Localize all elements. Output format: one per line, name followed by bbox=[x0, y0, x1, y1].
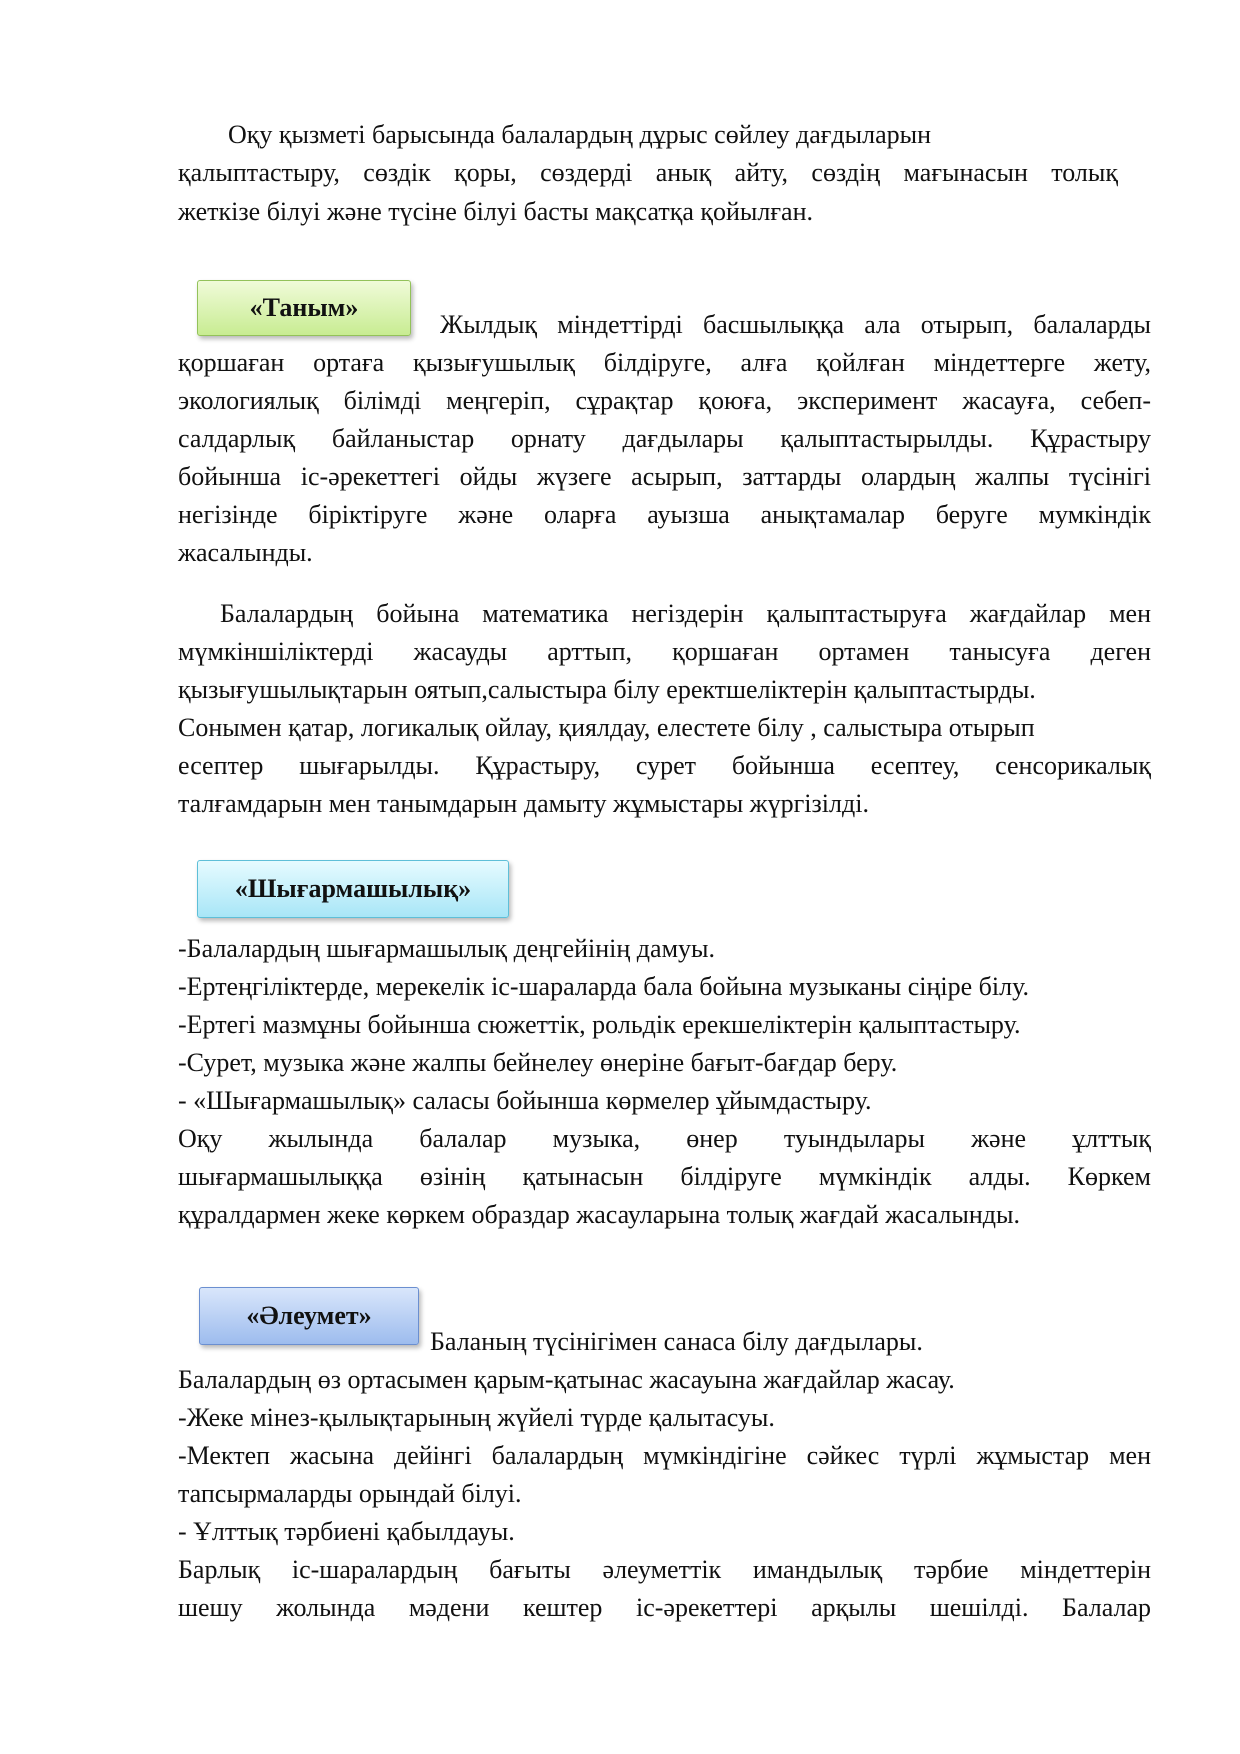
social-label-box: «Әлеумет» bbox=[199, 1287, 419, 1345]
creative-line-8: құралдармен жеке көркем образдар жасауларына толық жағдай жасалынды. bbox=[178, 1200, 1020, 1229]
tanym-line-1: Жылдық міндеттірді басшылыққа ала отырып, балаларды bbox=[440, 310, 1151, 339]
intro-line-3: жеткізе білуі және түсіне білуі басты мақсатқа қойылған. bbox=[178, 197, 813, 226]
social-line-2: Балалардың өз ортасымен қарым-қатынас жасауына жағдайлар жасау. bbox=[178, 1365, 955, 1394]
tanym-line-4: салдарлық байланыстар орнату дағдылары қалыптастырылды. Құрастыру bbox=[178, 424, 1151, 453]
math-line-2: мүмкіншіліктерді жасауды арттып, қоршаған ортамен танысуға деген bbox=[178, 637, 1151, 666]
tanym-line-2: қоршаған ортаға қызығушылық білдіруге, алға қойлған міндеттерге жету, bbox=[178, 348, 1151, 377]
creative-label-box: «Шығармашылық» bbox=[197, 860, 509, 918]
intro-line-1: Оқу қызметі барысында балалардың дұрыс сөйлеу дағдыларын bbox=[228, 120, 932, 149]
creative-line-1: -Балалардың шығармашылық деңгейінің дамуы. bbox=[178, 934, 715, 963]
social-line-3: -Жеке мінез-қылықтарының жүйелі түрде қалытасуы. bbox=[178, 1403, 775, 1432]
math-line-3: қызығушылықтарын оятып,салыстыра білу еректшеліктерін қалыптастырды. bbox=[178, 675, 1036, 704]
math-line-5: есептер шығарылды. Құрастыру, сурет бойынша есептеу, сенсорикалық bbox=[178, 751, 1151, 780]
creative-line-3: -Ертегі мазмұны бойынша сюжеттік, рольдік ерекшеліктерін қалыптастыру. bbox=[178, 1010, 1021, 1039]
creative-line-7: шығармашылыққа өзінің қатынасын білдіруге мүмкіндік алды. Көркем bbox=[178, 1162, 1151, 1191]
intro-line-2: қалыптастыру, сөздік қоры, сөздерді анық айту, сөздің мағынасын толық bbox=[178, 158, 1118, 187]
tanym-label-box: «Таным» bbox=[197, 280, 411, 336]
social-line-4: -Мектеп жасына дейінгі балалардың мүмкіндігіне сәйкес түрлі жұмыстар мен bbox=[178, 1441, 1151, 1470]
tanym-line-5: бойынша іс-әрекеттегі ойды жүзеге асырып, заттарды олардың жалпы түсінігі bbox=[178, 462, 1151, 491]
creative-line-5: - «Шығармашылық» саласы бойынша көрмелер ұйымдастыру. bbox=[178, 1086, 872, 1115]
math-line-1: Балалардың бойына математика негіздерін қалыптастыруға жағдайлар мен bbox=[220, 599, 1151, 628]
tanym-line-6: негізінде біріктіруге және оларға ауызша анықтамалар беруге мумкіндік bbox=[178, 500, 1151, 529]
creative-line-6: Оқу жылында балалар музыка, өнер туындылары және ұлттық bbox=[178, 1124, 1151, 1153]
math-line-6: талғамдарын мен танымдарын дамыту жұмыстары жүргізілді. bbox=[178, 789, 869, 818]
social-line-7: Барлық іс-шаралардың бағыты әлеуметтік имандылық тәрбие міндеттерін bbox=[178, 1555, 1151, 1584]
tanym-line-3: экологиялық білімді меңгеріп, сұрақтар қоюға, эксперимент жасауға, себеп- bbox=[178, 386, 1151, 415]
social-line-1: Баланың түсінігімен санаса білу дағдылары. bbox=[430, 1327, 923, 1356]
social-line-8: шешу жолында мәдени кештер іс-әрекеттері арқылы шешілді. Балалар bbox=[178, 1593, 1151, 1622]
creative-line-2: -Ертеңгіліктерде, мерекелік іс-шараларда бала бойына музыканы сіңіре білу. bbox=[178, 972, 1029, 1001]
creative-line-4: -Сурет, музыка және жалпы бейнелеу өнеріне бағыт-бағдар беру. bbox=[178, 1048, 898, 1077]
tanym-line-7: жасалынды. bbox=[178, 538, 313, 567]
math-line-4: Сонымен қатар, логикалық ойлау, қиялдау, елестете білу , салыстыра отырып bbox=[178, 713, 1035, 742]
social-line-6: - Ұлттық тәрбиені қабылдауы. bbox=[178, 1517, 515, 1546]
social-line-5: тапсырмаларды орындай білуі. bbox=[178, 1479, 522, 1508]
